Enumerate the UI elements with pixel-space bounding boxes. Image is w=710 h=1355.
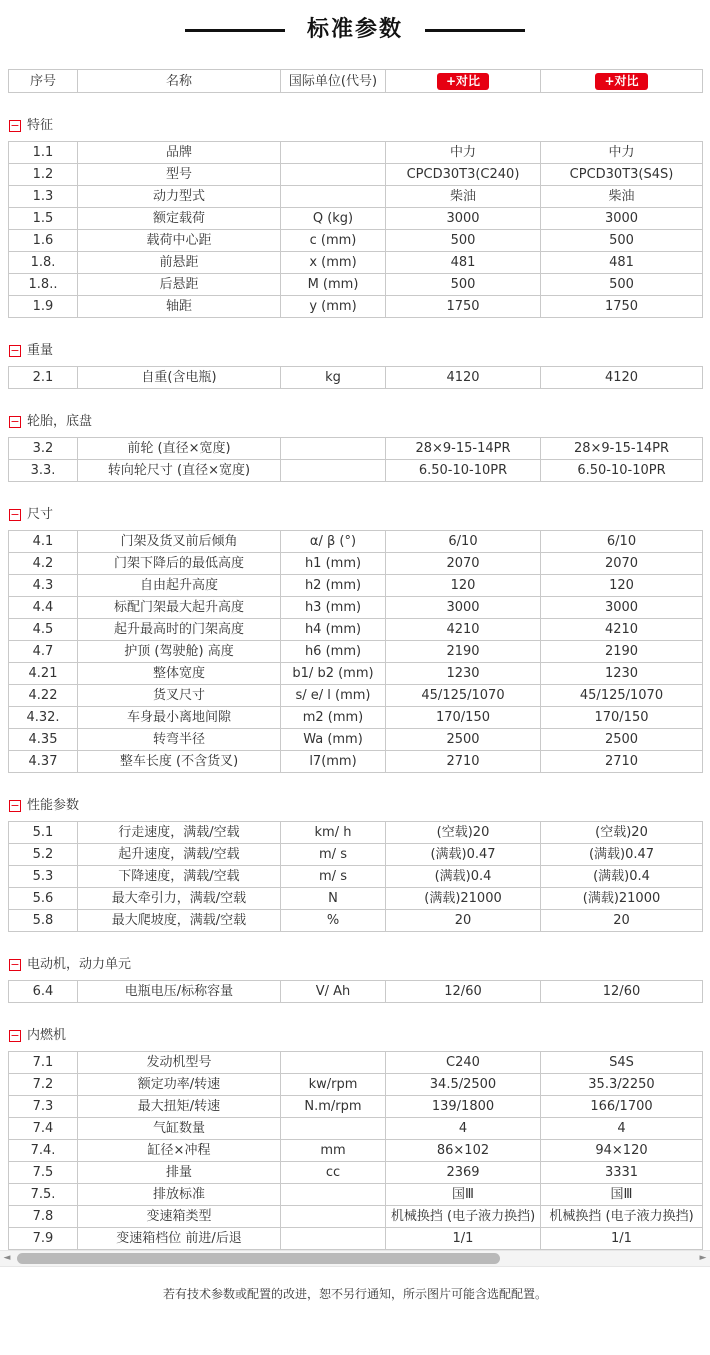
row-name-cell: 自由起升高度 <box>78 575 281 597</box>
row-name-cell: 最大爬坡度，满载/空载 <box>78 910 281 932</box>
table-row <box>9 296 703 318</box>
row-name-cell: 自重(含电瓶) <box>78 367 281 389</box>
row-name-cell: 最大扭矩/转速 <box>78 1096 281 1118</box>
section-label-row <box>9 414 710 430</box>
row-value-1-cell: 6.50-10-10PR <box>386 460 541 482</box>
row-no-cell: 4.22 <box>9 685 78 707</box>
collapse-minus-icon[interactable]: − <box>10 508 20 521</box>
header-model2-cell <box>541 70 703 93</box>
row-no-cell: 4.35 <box>9 729 78 751</box>
row-name-cell: 标配门架最大起升高度 <box>78 597 281 619</box>
row-value-1-cell: 139/1800 <box>386 1096 541 1118</box>
page-title-row <box>0 14 710 46</box>
row-value-1-cell: 1230 <box>386 663 541 685</box>
row-unit-cell <box>281 164 386 186</box>
row-unit-cell: mm <box>281 1140 386 1162</box>
row-value-2-cell: 3000 <box>541 597 703 619</box>
row-value-1-cell: C240 <box>386 1052 541 1074</box>
row-name-cell: 整车长度 (不含货叉) <box>78 751 281 773</box>
row-value-1-cell: (满载)0.4 <box>386 866 541 888</box>
row-unit-cell: h1 (mm) <box>281 553 386 575</box>
row-no-cell: 7.4 <box>9 1118 78 1140</box>
row-no-cell: 7.3 <box>9 1096 78 1118</box>
row-value-1-cell: 34.5/2500 <box>386 1074 541 1096</box>
row-no-cell: 5.3 <box>9 866 78 888</box>
row-no-cell: 1.2 <box>9 164 78 186</box>
row-value-2-cell: 2710 <box>541 751 703 773</box>
row-value-1-cell: 6/10 <box>386 531 541 553</box>
row-value-2-cell: 6.50-10-10PR <box>541 460 703 482</box>
row-unit-cell: N <box>281 888 386 910</box>
row-unit-cell: α/ β (°) <box>281 531 386 553</box>
row-value-1-cell: 3000 <box>386 208 541 230</box>
table-row <box>9 1140 703 1162</box>
header-no-cell: 序号 <box>9 70 78 93</box>
row-unit-cell: b1/ b2 (mm) <box>281 663 386 685</box>
table-row <box>9 142 703 164</box>
table-row <box>9 1118 703 1140</box>
row-no-cell: 7.1 <box>9 1052 78 1074</box>
section-label: 重量 <box>27 343 54 358</box>
row-value-1-cell: 机械换挡 (电子液力换挡) <box>386 1206 541 1228</box>
horizontal-scrollbar[interactable] <box>0 1250 710 1267</box>
row-name-cell: 排放标准 <box>78 1184 281 1206</box>
row-name-cell: 品牌 <box>78 142 281 164</box>
row-unit-cell: x (mm) <box>281 252 386 274</box>
row-no-cell: 5.8 <box>9 910 78 932</box>
row-unit-cell: % <box>281 910 386 932</box>
table-row <box>9 575 703 597</box>
row-no-cell: 7.5 <box>9 1162 78 1184</box>
row-value-1-cell: (满载)0.47 <box>386 844 541 866</box>
row-unit-cell: Q (kg) <box>281 208 386 230</box>
row-name-cell: 行走速度，满载/空载 <box>78 822 281 844</box>
compare-button-1[interactable]: +对比 <box>437 73 489 90</box>
row-name-cell: 气缸数量 <box>78 1118 281 1140</box>
title-left-line <box>185 29 285 32</box>
row-value-2-cell: 4120 <box>541 367 703 389</box>
section-label: 性能参数 <box>27 798 80 813</box>
section-label: 特征 <box>27 118 54 133</box>
header-unit-cell: 国际单位(代号) <box>281 70 386 93</box>
table-row <box>9 1162 703 1184</box>
collapse-minus-icon[interactable]: − <box>10 415 20 428</box>
row-name-cell: 电瓶电压/标称容量 <box>78 981 281 1003</box>
row-value-1-cell: 3000 <box>386 597 541 619</box>
table-row <box>9 729 703 751</box>
row-value-1-cell: 481 <box>386 252 541 274</box>
table-row <box>9 1052 703 1074</box>
spec-table <box>8 437 703 482</box>
row-name-cell: 轴距 <box>78 296 281 318</box>
row-value-1-cell: 1/1 <box>386 1228 541 1250</box>
row-unit-cell: kw/rpm <box>281 1074 386 1096</box>
spec-section-4 <box>0 798 710 932</box>
row-value-2-cell: 500 <box>541 230 703 252</box>
collapse-minus-icon[interactable]: − <box>10 1029 20 1042</box>
table-row <box>9 597 703 619</box>
section-label: 内燃机 <box>27 1028 67 1043</box>
row-no-cell: 7.8 <box>9 1206 78 1228</box>
row-value-2-cell: (满载)0.4 <box>541 866 703 888</box>
row-name-cell: 变速箱类型 <box>78 1206 281 1228</box>
table-row <box>9 1096 703 1118</box>
row-name-cell: 型号 <box>78 164 281 186</box>
row-value-2-cell: 3331 <box>541 1162 703 1184</box>
row-unit-cell: kg <box>281 367 386 389</box>
row-value-2-cell: (满载)21000 <box>541 888 703 910</box>
row-no-cell: 1.3 <box>9 186 78 208</box>
row-value-1-cell: 120 <box>386 575 541 597</box>
spec-section-2 <box>0 414 710 482</box>
row-name-cell: 缸径×冲程 <box>78 1140 281 1162</box>
row-unit-cell <box>281 1206 386 1228</box>
row-no-cell: 7.9 <box>9 1228 78 1250</box>
row-no-cell: 4.1 <box>9 531 78 553</box>
row-no-cell: 4.5 <box>9 619 78 641</box>
scroll-left-arrow-icon[interactable]: ◄ <box>3 1253 11 1263</box>
row-no-cell: 4.4 <box>9 597 78 619</box>
row-value-1-cell: 2369 <box>386 1162 541 1184</box>
row-name-cell: 门架下降后的最低高度 <box>78 553 281 575</box>
row-value-2-cell: 28×9-15-14PR <box>541 438 703 460</box>
row-value-1-cell: 20 <box>386 910 541 932</box>
row-value-1-cell: 28×9-15-14PR <box>386 438 541 460</box>
row-no-cell: 1.5 <box>9 208 78 230</box>
row-no-cell: 1.8. <box>9 252 78 274</box>
section-label-row <box>9 1028 710 1044</box>
row-unit-cell: N.m/rpm <box>281 1096 386 1118</box>
table-row <box>9 230 703 252</box>
row-value-1-cell: 2500 <box>386 729 541 751</box>
row-unit-cell: l7(mm) <box>281 751 386 773</box>
row-unit-cell: Wa (mm) <box>281 729 386 751</box>
row-name-cell: 整体宽度 <box>78 663 281 685</box>
row-value-2-cell: 1230 <box>541 663 703 685</box>
row-no-cell: 4.37 <box>9 751 78 773</box>
row-value-2-cell: 2190 <box>541 641 703 663</box>
row-unit-cell <box>281 186 386 208</box>
collapse-minus-icon[interactable]: − <box>10 119 20 132</box>
row-no-cell: 7.2 <box>9 1074 78 1096</box>
row-unit-cell <box>281 1184 386 1206</box>
row-no-cell: 5.2 <box>9 844 78 866</box>
spec-table <box>8 530 703 773</box>
row-unit-cell: m/ s <box>281 844 386 866</box>
section-label: 轮胎，底盘 <box>27 414 93 429</box>
row-value-2-cell: 2500 <box>541 729 703 751</box>
header-row <box>9 70 703 93</box>
row-value-2-cell: 1/1 <box>541 1228 703 1250</box>
row-no-cell: 1.8.. <box>9 274 78 296</box>
row-name-cell: 最大牵引力，满载/空载 <box>78 888 281 910</box>
row-name-cell: 货叉尺寸 <box>78 685 281 707</box>
row-unit-cell: m2 (mm) <box>281 707 386 729</box>
row-value-2-cell: 柴油 <box>541 186 703 208</box>
spec-section-3 <box>0 507 710 773</box>
table-row <box>9 981 703 1003</box>
row-value-2-cell: 170/150 <box>541 707 703 729</box>
scroll-right-arrow-icon[interactable]: ► <box>699 1253 707 1263</box>
row-value-1-cell: 170/150 <box>386 707 541 729</box>
section-label-row <box>9 343 710 359</box>
row-value-2-cell: 6/10 <box>541 531 703 553</box>
row-no-cell: 1.6 <box>9 230 78 252</box>
spec-section-1 <box>0 343 710 389</box>
spec-table <box>8 366 703 389</box>
row-value-2-cell: 2070 <box>541 553 703 575</box>
table-row <box>9 164 703 186</box>
table-row <box>9 252 703 274</box>
table-row <box>9 663 703 685</box>
table-row <box>9 367 703 389</box>
table-row <box>9 208 703 230</box>
table-row <box>9 822 703 844</box>
row-no-cell: 5.6 <box>9 888 78 910</box>
spec-table <box>8 980 703 1003</box>
section-label-row <box>9 118 710 134</box>
row-unit-cell: cc <box>281 1162 386 1184</box>
row-value-2-cell: 35.3/2250 <box>541 1074 703 1096</box>
row-name-cell: 发动机型号 <box>78 1052 281 1074</box>
row-name-cell: 额定功率/转速 <box>78 1074 281 1096</box>
row-value-1-cell: 4 <box>386 1118 541 1140</box>
row-name-cell: 动力型式 <box>78 186 281 208</box>
table-row <box>9 1184 703 1206</box>
row-value-1-cell: 柴油 <box>386 186 541 208</box>
row-name-cell: 起升速度，满载/空载 <box>78 844 281 866</box>
row-no-cell: 7.5. <box>9 1184 78 1206</box>
header-table <box>8 69 703 93</box>
row-name-cell: 门架及货叉前后倾角 <box>78 531 281 553</box>
row-unit-cell: h3 (mm) <box>281 597 386 619</box>
row-unit-cell <box>281 460 386 482</box>
table-row <box>9 1228 703 1250</box>
row-value-2-cell: 481 <box>541 252 703 274</box>
table-row <box>9 641 703 663</box>
row-unit-cell <box>281 142 386 164</box>
row-no-cell: 4.7 <box>9 641 78 663</box>
row-value-2-cell: (空载)20 <box>541 822 703 844</box>
row-value-2-cell: 20 <box>541 910 703 932</box>
table-row <box>9 619 703 641</box>
spec-sections <box>0 118 710 1250</box>
table-row <box>9 1074 703 1096</box>
section-label: 电动机，动力单元 <box>27 957 132 972</box>
row-no-cell: 4.21 <box>9 663 78 685</box>
row-unit-cell: M (mm) <box>281 274 386 296</box>
section-label-row <box>9 507 710 523</box>
row-name-cell: 车身最小离地间隙 <box>78 707 281 729</box>
row-name-cell: 后悬距 <box>78 274 281 296</box>
collapse-minus-icon[interactable]: − <box>10 799 20 812</box>
table-row <box>9 866 703 888</box>
row-value-1-cell: 2190 <box>386 641 541 663</box>
row-name-cell: 转弯半径 <box>78 729 281 751</box>
row-no-cell: 4.2 <box>9 553 78 575</box>
header-name-cell: 名称 <box>78 70 281 93</box>
row-value-2-cell: 机械换挡 (电子液力换挡) <box>541 1206 703 1228</box>
row-value-1-cell: 2070 <box>386 553 541 575</box>
row-value-1-cell: 2710 <box>386 751 541 773</box>
row-no-cell: 3.2 <box>9 438 78 460</box>
row-unit-cell: m/ s <box>281 866 386 888</box>
row-value-1-cell: (空载)20 <box>386 822 541 844</box>
header-model1-cell <box>386 70 541 93</box>
row-unit-cell: h2 (mm) <box>281 575 386 597</box>
row-name-cell: 载荷中心距 <box>78 230 281 252</box>
table-row <box>9 910 703 932</box>
row-value-1-cell: 500 <box>386 274 541 296</box>
row-value-1-cell: 12/60 <box>386 981 541 1003</box>
row-unit-cell <box>281 1052 386 1074</box>
row-name-cell: 护顶 (驾驶舱) 高度 <box>78 641 281 663</box>
row-name-cell: 前悬距 <box>78 252 281 274</box>
row-value-1-cell: CPCD30T3(C240) <box>386 164 541 186</box>
spec-section-0 <box>0 118 710 318</box>
row-value-2-cell: 166/1700 <box>541 1096 703 1118</box>
spec-section-5 <box>0 957 710 1003</box>
row-value-2-cell: CPCD30T3(S4S) <box>541 164 703 186</box>
row-name-cell: 排量 <box>78 1162 281 1184</box>
row-name-cell: 前轮 (直径×宽度) <box>78 438 281 460</box>
row-value-1-cell: 中力 <box>386 142 541 164</box>
row-unit-cell: s/ e/ l (mm) <box>281 685 386 707</box>
compare-button-2[interactable]: +对比 <box>595 73 647 90</box>
table-row <box>9 460 703 482</box>
table-row <box>9 707 703 729</box>
row-unit-cell <box>281 438 386 460</box>
row-no-cell: 4.32. <box>9 707 78 729</box>
row-value-2-cell: 1750 <box>541 296 703 318</box>
scrollbar-thumb[interactable] <box>17 1253 500 1264</box>
row-value-1-cell: 4210 <box>386 619 541 641</box>
row-unit-cell: h6 (mm) <box>281 641 386 663</box>
row-no-cell: 2.1 <box>9 367 78 389</box>
row-value-2-cell: 500 <box>541 274 703 296</box>
spec-section-6 <box>0 1028 710 1250</box>
row-unit-cell: V/ Ah <box>281 981 386 1003</box>
row-name-cell: 额定载荷 <box>78 208 281 230</box>
row-no-cell: 5.1 <box>9 822 78 844</box>
section-label-row <box>9 957 710 973</box>
collapse-minus-icon[interactable]: − <box>10 344 20 357</box>
row-unit-cell: h4 (mm) <box>281 619 386 641</box>
row-value-1-cell: 1750 <box>386 296 541 318</box>
row-value-2-cell: S4S <box>541 1052 703 1074</box>
row-unit-cell: y (mm) <box>281 296 386 318</box>
page-title: 标准参数 <box>306 17 403 42</box>
table-row <box>9 751 703 773</box>
row-value-2-cell: 4210 <box>541 619 703 641</box>
row-no-cell: 7.4. <box>9 1140 78 1162</box>
row-no-cell: 3.3. <box>9 460 78 482</box>
section-label: 尺寸 <box>27 507 54 522</box>
row-value-1-cell: 4120 <box>386 367 541 389</box>
table-row <box>9 531 703 553</box>
row-name-cell: 下降速度，满载/空载 <box>78 866 281 888</box>
table-row <box>9 553 703 575</box>
spec-table <box>8 821 703 932</box>
row-no-cell: 1.1 <box>9 142 78 164</box>
spec-table <box>8 141 703 318</box>
row-name-cell: 起升最高时的门架高度 <box>78 619 281 641</box>
row-value-2-cell: (满载)0.47 <box>541 844 703 866</box>
row-value-2-cell: 国Ⅲ <box>541 1184 703 1206</box>
row-no-cell: 1.9 <box>9 296 78 318</box>
row-value-2-cell: 120 <box>541 575 703 597</box>
row-value-1-cell: 国Ⅲ <box>386 1184 541 1206</box>
row-value-1-cell: 86×102 <box>386 1140 541 1162</box>
table-row <box>9 438 703 460</box>
row-no-cell: 4.3 <box>9 575 78 597</box>
table-row <box>9 888 703 910</box>
row-value-2-cell: 4 <box>541 1118 703 1140</box>
row-value-2-cell: 中力 <box>541 142 703 164</box>
table-row <box>9 274 703 296</box>
row-value-1-cell: 500 <box>386 230 541 252</box>
row-value-1-cell: 45/125/1070 <box>386 685 541 707</box>
row-name-cell: 变速箱档位 前进/后退 <box>78 1228 281 1250</box>
title-right-line <box>425 29 525 32</box>
section-label-row <box>9 798 710 814</box>
row-name-cell: 转向轮尺寸 (直径×宽度) <box>78 460 281 482</box>
table-row <box>9 1206 703 1228</box>
row-unit-cell <box>281 1118 386 1140</box>
table-row <box>9 844 703 866</box>
table-row <box>9 685 703 707</box>
table-row <box>9 186 703 208</box>
row-value-2-cell: 12/60 <box>541 981 703 1003</box>
collapse-minus-icon[interactable]: − <box>10 958 20 971</box>
spec-table <box>8 1051 703 1250</box>
row-unit-cell: km/ h <box>281 822 386 844</box>
row-value-1-cell: (满载)21000 <box>386 888 541 910</box>
row-value-2-cell: 94×120 <box>541 1140 703 1162</box>
footer-note: 若有技术参数或配置的改进，恕不另行通知，所示图片可能含选配配置。 <box>162 1287 547 1301</box>
row-no-cell: 6.4 <box>9 981 78 1003</box>
row-unit-cell: c (mm) <box>281 230 386 252</box>
row-value-2-cell: 45/125/1070 <box>541 685 703 707</box>
row-value-2-cell: 3000 <box>541 208 703 230</box>
row-unit-cell <box>281 1228 386 1250</box>
